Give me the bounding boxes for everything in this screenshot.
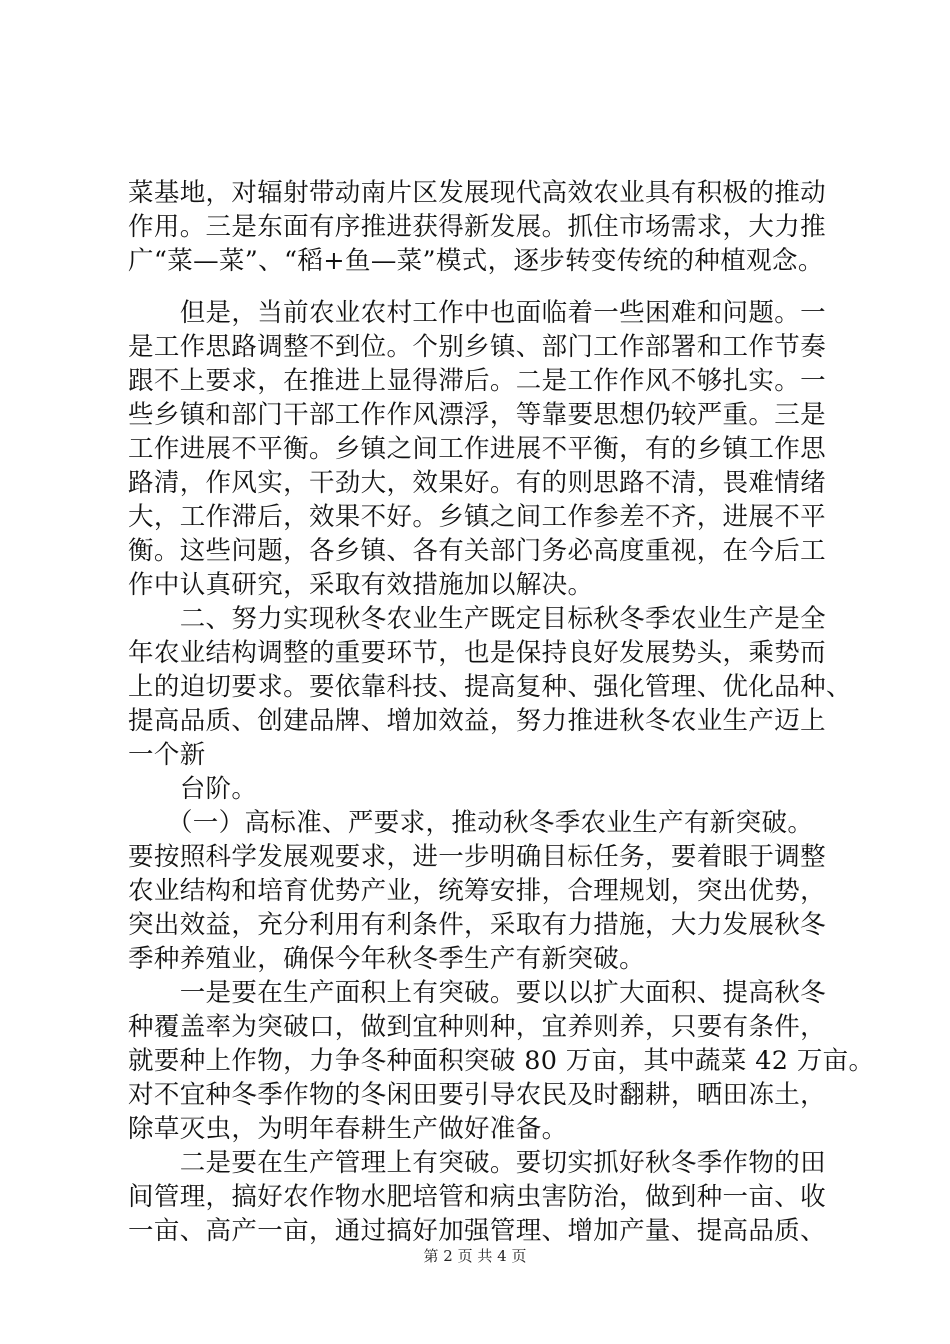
paragraph-line: 年农业结构调整的重要环节，也是保持良好发展势头，乘势而	[128, 638, 826, 668]
page-footer: 第 2 页 共 4 页	[423, 1247, 527, 1265]
paragraph-line: 突出效益，充分利用有利条件，采取有力措施，大力发展秋冬	[128, 910, 826, 940]
paragraph-line: 衡。这些问题，各乡镇、各有关部门务必高度重视，在今后工	[128, 536, 826, 566]
paragraph-line: 些乡镇和部门干部工作作风漂浮，等靠要思想仍较严重。三是	[128, 400, 826, 430]
paragraph-line: 季种养殖业，确保今年秋冬季生产有新突破。	[128, 944, 646, 974]
paragraph-line: 台阶。	[128, 774, 258, 804]
paragraph-line: 一个新	[128, 740, 206, 770]
paragraph-line: 路清，作风实，干劲大，效果好。有的则思路不清，畏难情绪	[128, 468, 826, 498]
paragraph-line: 农业结构和培育优势产业，统筹安排，合理规划，突出优势，	[128, 876, 826, 906]
paragraph-line: 广“菜—菜”、“稻+鱼—菜”模式，逐步转变传统的种植观念。	[128, 246, 824, 276]
paragraph-line: 就要种上作物，力争冬种面积突破 80 万亩，其中蔬菜 42 万亩。	[128, 1046, 875, 1076]
paragraph-line: 二是要在生产管理上有突破。要切实抓好秋冬季作物的田	[128, 1148, 826, 1178]
paragraph-line: 对不宜种冬季作物的冬闲田要引导农民及时翻耕，晒田冻土，	[128, 1080, 826, 1110]
paragraph-line: 作中认真研究，采取有效措施加以解决。	[128, 570, 594, 600]
paragraph-line: 一是要在生产面积上有突破。要以以扩大面积、提高秋冬	[128, 978, 826, 1008]
paragraph-line: 间管理，搞好农作物水肥培管和病虫害防治，做到种一亩、收	[128, 1182, 826, 1212]
paragraph-line: 种覆盖率为突破口，做到宜种则种，宜养则养，只要有条件，	[128, 1012, 826, 1042]
paragraph-line: 提高品质、创建品牌、增加效益，努力推进秋冬农业生产迈上	[128, 706, 826, 736]
section-heading: （一）高标准、严要求，推动秋冬季农业生产有新突破。	[128, 808, 814, 838]
paragraph-line: 菜基地，对辐射带动南片区发展现代高效农业具有积极的推动	[128, 178, 826, 208]
paragraph-line: 作用。三是东面有序推进获得新发展。抓住市场需求，大力推	[128, 212, 826, 242]
paragraph-line: 要按照科学发展观要求，进一步明确目标任务，要着眼于调整	[128, 842, 826, 872]
paragraph-line: 是工作思路调整不到位。个别乡镇、部门工作部署和工作节奏	[128, 332, 826, 362]
paragraph-line: 工作进展不平衡。乡镇之间工作进展不平衡，有的乡镇工作思	[128, 434, 826, 464]
paragraph-line: 一亩、高产一亩，通过搞好加强管理、增加产量、提高品质、	[128, 1216, 826, 1246]
paragraph-line: 上的迫切要求。要依靠科技、提高复种、强化管理、优化品种、	[128, 672, 852, 702]
paragraph-line: 二、努力实现秋冬农业生产既定目标秋冬季农业生产是全	[128, 604, 826, 634]
paragraph-line: 除草灭虫，为明年春耕生产做好准备。	[128, 1114, 568, 1144]
paragraph-line: 跟不上要求，在推进上显得滞后。二是工作作风不够扎实。一	[128, 366, 826, 396]
paragraph-line: 大，工作滞后，效果不好。乡镇之间工作参差不齐，进展不平	[128, 502, 826, 532]
paragraph-line: 但是，当前农业农村工作中也面临着一些困难和问题。一	[128, 298, 826, 328]
